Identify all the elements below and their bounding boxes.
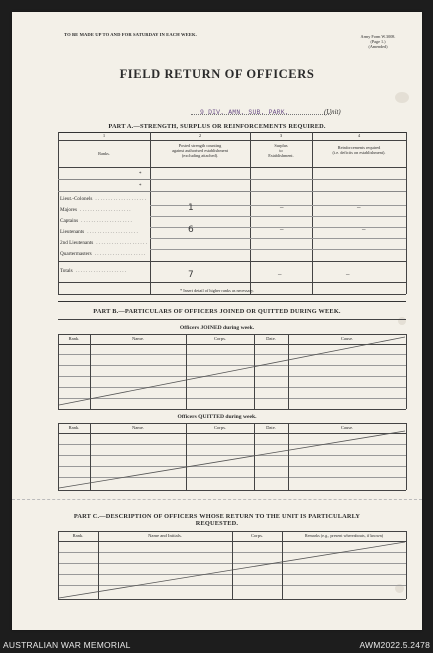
rank-label: Majores bbox=[60, 207, 77, 213]
partc-col-remarks: Remarks (e.g., present whereabouts, if known) bbox=[304, 533, 384, 538]
footer-institution: AUSTRALIAN WAR MEMORIAL bbox=[3, 640, 131, 650]
joined-strike-line bbox=[59, 337, 405, 405]
part-c-heading-line: PART C.—DESCRIPTION OF OFFICERS WHOSE RETURN TO THE UNIT IS PARTICULARLY bbox=[73, 513, 361, 520]
footer-catalogue-number: AWM2022.5.2478 bbox=[359, 640, 430, 650]
rank-label: Lieutenants bbox=[60, 229, 85, 235]
form-page-number: (Page 1.) bbox=[370, 39, 386, 44]
form-amended: (Amended) bbox=[368, 44, 388, 49]
rank-label: Quartermasters bbox=[60, 251, 92, 257]
partc-col-corps: Corps. bbox=[250, 533, 264, 538]
col-number-1: 1 bbox=[102, 133, 106, 138]
totals-surplus-value: – bbox=[278, 270, 282, 278]
totals-label: Totals bbox=[60, 268, 73, 274]
joined-col-cause: Cause. bbox=[340, 336, 354, 341]
quitted-strike-line bbox=[59, 431, 405, 488]
majors-reinforcements-value: – bbox=[357, 203, 361, 211]
leader-dots: . . . . . . . . . . . . . . . . . . . . bbox=[95, 196, 146, 202]
page-title: FIELD RETURN OF OFFICERS bbox=[119, 67, 315, 81]
quitted-col-name: Name. bbox=[131, 425, 145, 430]
col-number-2: 2 bbox=[198, 133, 202, 138]
posted-header-line: against authorised establishment bbox=[172, 148, 228, 153]
joined-col-name: Name. bbox=[131, 336, 145, 341]
reinforcements-header-line: (i.e. deficits on establishment). bbox=[332, 150, 386, 155]
insert-marker: * bbox=[139, 184, 142, 189]
quitted-col-rank: Rank. bbox=[68, 425, 80, 430]
partc-strike-line bbox=[59, 542, 405, 598]
quitted-heading: Officers QUITTED during week. bbox=[177, 414, 257, 420]
leader-dots: . . . . . . . . . . . . . . . . . . . . bbox=[75, 268, 127, 274]
part-b-heading: PART B.—PARTICULARS OF OFFICERS JOINED OR QUITTED DURING WEEK. bbox=[93, 308, 341, 315]
rank-label: Captains bbox=[60, 218, 79, 224]
majors-surplus-value: – bbox=[280, 203, 284, 211]
leader-dots: . . . . . . . . . . . . . . . . . . . . bbox=[81, 218, 132, 224]
quitted-col-date: Date. bbox=[266, 425, 276, 430]
lieutenants-reinforcements-value: – bbox=[362, 225, 366, 233]
leader-dots: . . . . . . . . . . . . . . . . . . . . bbox=[96, 240, 147, 246]
col-number-4: 4 bbox=[357, 133, 361, 138]
leader-dots: . . . . . . . . . . . . . . . . . . . . bbox=[94, 251, 146, 257]
unit-label: (Unit) bbox=[324, 109, 341, 116]
totals-reinforcements-value: – bbox=[346, 270, 350, 278]
ranks-column-header: Ranks. bbox=[98, 151, 110, 156]
posted-header-line: Posted strength counting bbox=[178, 143, 222, 148]
reinforcements-header-line: Reinforcements required bbox=[337, 145, 381, 150]
part-c-heading-line: REQUESTED. bbox=[195, 520, 239, 527]
quitted-col-cause: Cause. bbox=[340, 425, 354, 430]
part-a-note: * Insert detail of higher ranks as necessary. bbox=[180, 288, 254, 293]
surplus-header-line: to bbox=[279, 148, 283, 153]
partc-col-rank: Rank. bbox=[72, 533, 84, 538]
lieutenants-posted-value: 6 bbox=[188, 225, 194, 235]
surplus-header-line: Establishment. bbox=[268, 153, 294, 158]
header-instruction: TO BE MADE UP TO AND FOR SATURDAY IN EACH WEEK. bbox=[64, 32, 197, 37]
unit-value: 9 DIV. AMN. SUB. PARK. bbox=[200, 109, 289, 116]
form-number: Army Form W.3008. bbox=[360, 34, 396, 39]
joined-col-corps: Corps. bbox=[213, 336, 227, 341]
joined-col-rank: Rank. bbox=[68, 336, 80, 341]
joined-col-date: Date. bbox=[266, 336, 276, 341]
partc-col-name: Name and Initials. bbox=[148, 533, 182, 538]
lieutenants-surplus-value: – bbox=[280, 225, 284, 233]
part-a-heading: PART A.—STRENGTH, SURPLUS OR REINFORCEMENTS REQUIRED. bbox=[108, 123, 326, 130]
rank-label: Lieut.-Colonels bbox=[60, 196, 93, 202]
form-page bbox=[12, 12, 422, 630]
strike-through-lines bbox=[12, 12, 422, 630]
quitted-col-corps: Corps. bbox=[213, 425, 227, 430]
joined-heading: Officers JOINED during week. bbox=[179, 325, 255, 331]
totals-posted-value: 7 bbox=[188, 270, 194, 280]
majors-posted-value: 1 bbox=[188, 203, 194, 213]
rank-label: 2nd Lieutenants bbox=[60, 240, 94, 246]
surplus-header-line: Surplus bbox=[274, 143, 288, 148]
leader-dots: . . . . . . . . . . . . . . . . . . . . bbox=[87, 229, 138, 235]
col-number-3: 3 bbox=[279, 133, 283, 138]
posted-header-line: (excluding attached). bbox=[181, 153, 219, 158]
insert-marker: * bbox=[139, 172, 142, 177]
leader-dots: . . . . . . . . . . . . . . . . . . . . bbox=[80, 207, 131, 213]
